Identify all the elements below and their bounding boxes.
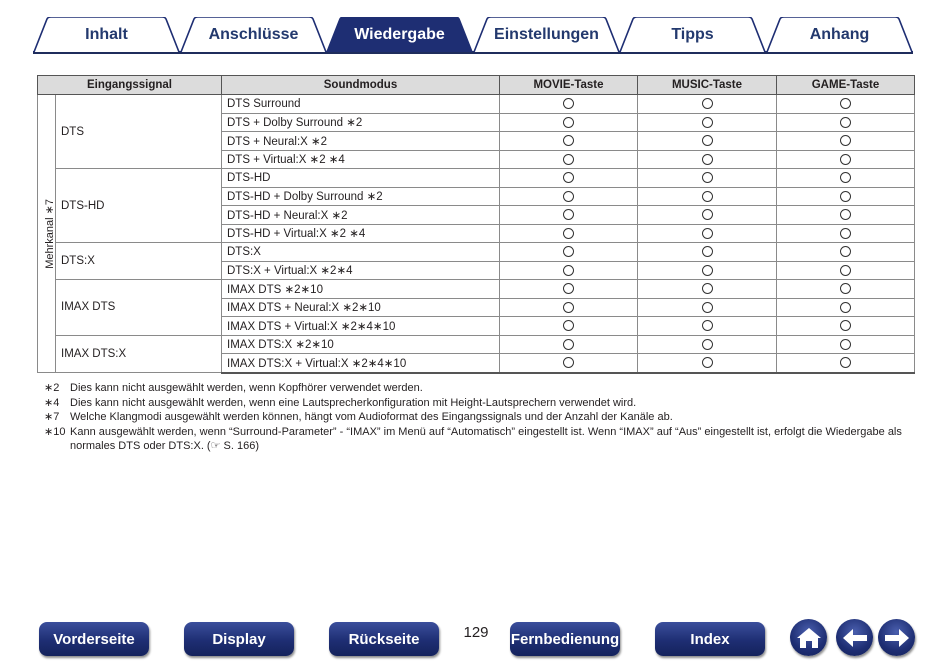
tab-label: Tipps (671, 25, 714, 43)
movie-availability-cell (500, 317, 638, 336)
available-circle-icon (840, 154, 851, 165)
footnotes (44, 381, 914, 454)
movie-availability-cell (500, 224, 638, 243)
tab-wiedergabe[interactable] (326, 17, 473, 52)
available-circle-icon (563, 339, 574, 350)
movie-availability-cell (500, 261, 638, 280)
available-circle-icon (840, 135, 851, 146)
table-row (38, 95, 915, 114)
available-circle-icon (702, 302, 713, 313)
footnote-mark: ∗7 (44, 411, 60, 423)
sound-mode-cell: IMAX DTS + Neural:X ∗2∗10 (222, 298, 500, 317)
multichannel-cell (38, 95, 56, 373)
music-availability-cell (638, 261, 777, 280)
header-game-button: GAME-Taste (777, 76, 915, 95)
available-circle-icon (702, 135, 713, 146)
music-availability-cell (638, 335, 777, 354)
available-circle-icon (840, 172, 851, 183)
available-circle-icon (840, 283, 851, 294)
footnote-mark: ∗2 (44, 382, 60, 394)
available-circle-icon (702, 172, 713, 183)
footnote-mark: ∗10 (44, 425, 66, 438)
sound-mode-cell: DTS-HD + Neural:X ∗2 (222, 206, 500, 225)
front-panel-button[interactable]: Vorderseite (39, 622, 149, 656)
input-signal-cell: DTS (56, 95, 222, 169)
sound-mode-cell: DTS + Virtual:X ∗2 ∗4 (222, 150, 500, 169)
movie-availability-cell (500, 298, 638, 317)
table-header-row (38, 76, 915, 95)
movie-availability-cell (500, 113, 638, 132)
input-signal-cell: DTS:X (56, 243, 222, 280)
arrow-left-icon (841, 627, 869, 649)
available-circle-icon (702, 117, 713, 128)
available-circle-icon (840, 339, 851, 350)
sound-mode-cell: IMAX DTS:X ∗2∗10 (222, 335, 500, 354)
music-availability-cell (638, 132, 777, 151)
available-circle-icon (840, 246, 851, 257)
available-circle-icon (563, 98, 574, 109)
available-circle-icon (563, 154, 574, 165)
available-circle-icon (563, 209, 574, 220)
rear-panel-button[interactable]: Rückseite (329, 622, 439, 656)
home-button[interactable] (790, 619, 827, 656)
table-row (38, 243, 915, 262)
game-availability-cell (777, 224, 915, 243)
sound-mode-cell: IMAX DTS ∗2∗10 (222, 280, 500, 299)
table-row (38, 280, 915, 299)
movie-availability-cell (500, 335, 638, 354)
game-availability-cell (777, 113, 915, 132)
available-circle-icon (702, 357, 713, 368)
game-availability-cell (777, 95, 915, 114)
music-availability-cell (638, 169, 777, 188)
available-circle-icon (840, 302, 851, 313)
available-circle-icon (702, 228, 713, 239)
movie-availability-cell (500, 132, 638, 151)
game-availability-cell (777, 298, 915, 317)
home-icon (796, 626, 822, 650)
available-circle-icon (702, 191, 713, 202)
tab-tipps[interactable] (619, 17, 766, 52)
available-circle-icon (563, 357, 574, 368)
footnote-text: Welche Klangmodi ausgewählt werden können, hängt vom Audioformat des Eingangssignals und der Anzahl der Kanäle ab. (70, 411, 673, 423)
available-circle-icon (840, 191, 851, 202)
sound-mode-cell: IMAX DTS + Virtual:X ∗2∗4∗10 (222, 317, 500, 336)
game-availability-cell (777, 280, 915, 299)
available-circle-icon (702, 209, 713, 220)
available-circle-icon (840, 228, 851, 239)
music-availability-cell (638, 95, 777, 114)
input-signal-cell: DTS-HD (56, 169, 222, 243)
header-music-button: MUSIC-Taste (638, 76, 777, 95)
music-availability-cell (638, 354, 777, 373)
sound-mode-table (37, 75, 915, 374)
header-sound-mode: Soundmodus (222, 76, 500, 95)
header-input-signal: Eingangssignal (38, 76, 222, 95)
display-button[interactable]: Display (184, 622, 294, 656)
movie-availability-cell (500, 206, 638, 225)
game-availability-cell (777, 187, 915, 206)
game-availability-cell (777, 132, 915, 151)
available-circle-icon (840, 98, 851, 109)
sound-mode-cell: DTS:X (222, 243, 500, 262)
game-availability-cell (777, 261, 915, 280)
footnote (44, 396, 914, 411)
footnote (44, 381, 914, 396)
music-availability-cell (638, 187, 777, 206)
available-circle-icon (563, 302, 574, 313)
movie-availability-cell (500, 280, 638, 299)
sound-mode-cell: DTS + Neural:X ∗2 (222, 132, 500, 151)
tab-anschlüsse[interactable] (180, 17, 327, 52)
tab-label: Inhalt (85, 25, 128, 43)
sound-mode-cell: DTS:X + Virtual:X ∗2∗4 (222, 261, 500, 280)
game-availability-cell (777, 317, 915, 336)
movie-availability-cell (500, 95, 638, 114)
available-circle-icon (563, 283, 574, 294)
available-circle-icon (702, 283, 713, 294)
tab-label: Anhang (809, 25, 870, 43)
available-circle-icon (702, 339, 713, 350)
sound-mode-cell: DTS-HD + Dolby Surround ∗2 (222, 187, 500, 206)
arrow-right-icon (883, 627, 911, 649)
header-movie-button: MOVIE-Taste (500, 76, 638, 95)
input-signal-cell: IMAX DTS (56, 280, 222, 336)
music-availability-cell (638, 298, 777, 317)
movie-availability-cell (500, 150, 638, 169)
footnote-mark: ∗4 (44, 396, 60, 409)
available-circle-icon (840, 117, 851, 128)
sound-mode-cell: IMAX DTS:X + Virtual:X ∗2∗4∗10 (222, 354, 500, 373)
available-circle-icon (563, 191, 574, 202)
game-availability-cell (777, 206, 915, 225)
music-availability-cell (638, 113, 777, 132)
available-circle-icon (840, 320, 851, 331)
music-availability-cell (638, 224, 777, 243)
music-availability-cell (638, 206, 777, 225)
available-circle-icon (702, 98, 713, 109)
tab-inhalt[interactable] (33, 17, 180, 52)
remote-control-button[interactable]: Fernbedienung (510, 622, 620, 656)
available-circle-icon (840, 265, 851, 276)
available-circle-icon (563, 246, 574, 257)
movie-availability-cell (500, 187, 638, 206)
game-availability-cell (777, 243, 915, 262)
sound-mode-cell: DTS Surround (222, 95, 500, 114)
input-signal-cell: IMAX DTS:X (56, 335, 222, 373)
sound-mode-cell: DTS-HD (222, 169, 500, 188)
table-row (38, 169, 915, 188)
game-availability-cell (777, 354, 915, 373)
music-availability-cell (638, 280, 777, 299)
movie-availability-cell (500, 169, 638, 188)
game-availability-cell (777, 169, 915, 188)
available-circle-icon (563, 265, 574, 276)
footnote (44, 425, 914, 454)
tab-einstellungen[interactable] (473, 17, 620, 52)
available-circle-icon (702, 246, 713, 257)
movie-availability-cell (500, 243, 638, 262)
available-circle-icon (702, 320, 713, 331)
available-circle-icon (563, 320, 574, 331)
footnote-text: Kann ausgewählt werden, wenn “Surround-Parameter” - “IMAX” im Menü auf “Automatisch” eingestellt ist. Wenn “IMAX” auf “Aus” eingestellt ist, erfolgt die Wiedergabe als normales DTS oder DTS:X. (☞ S. 166) (70, 425, 902, 452)
tab-label: Einstellungen (494, 25, 599, 43)
footnote-text: Dies kann nicht ausgewählt werden, wenn Kopfhörer verwendet werden. (70, 382, 423, 394)
sound-mode-cell: DTS-HD + Virtual:X ∗2 ∗4 (222, 224, 500, 243)
sound-mode-cell: DTS + Dolby Surround ∗2 (222, 113, 500, 132)
forward-button[interactable] (878, 619, 915, 656)
available-circle-icon (563, 135, 574, 146)
tab-label: Wiedergabe (354, 25, 445, 43)
page-number: 129 (463, 624, 489, 641)
tab-anhang[interactable] (766, 17, 913, 52)
available-circle-icon (702, 265, 713, 276)
table-row (38, 335, 915, 354)
available-circle-icon (563, 117, 574, 128)
movie-availability-cell (500, 354, 638, 373)
footnote-text: Dies kann nicht ausgewählt werden, wenn eine Lautsprecherkonfiguration mit Height-Lautsprechern verwendet wird. (70, 396, 637, 409)
multichannel-label: Mehrkanal ∗7 (44, 198, 56, 269)
chapter-tabs (33, 17, 913, 55)
music-availability-cell (638, 150, 777, 169)
tab-label: Anschlüsse (208, 25, 299, 43)
index-button[interactable]: Index (655, 622, 765, 656)
game-availability-cell (777, 335, 915, 354)
available-circle-icon (840, 209, 851, 220)
game-availability-cell (777, 150, 915, 169)
back-button[interactable] (836, 619, 873, 656)
music-availability-cell (638, 317, 777, 336)
available-circle-icon (702, 154, 713, 165)
music-availability-cell (638, 243, 777, 262)
available-circle-icon (840, 357, 851, 368)
footnote (44, 410, 914, 425)
available-circle-icon (563, 172, 574, 183)
available-circle-icon (563, 228, 574, 239)
